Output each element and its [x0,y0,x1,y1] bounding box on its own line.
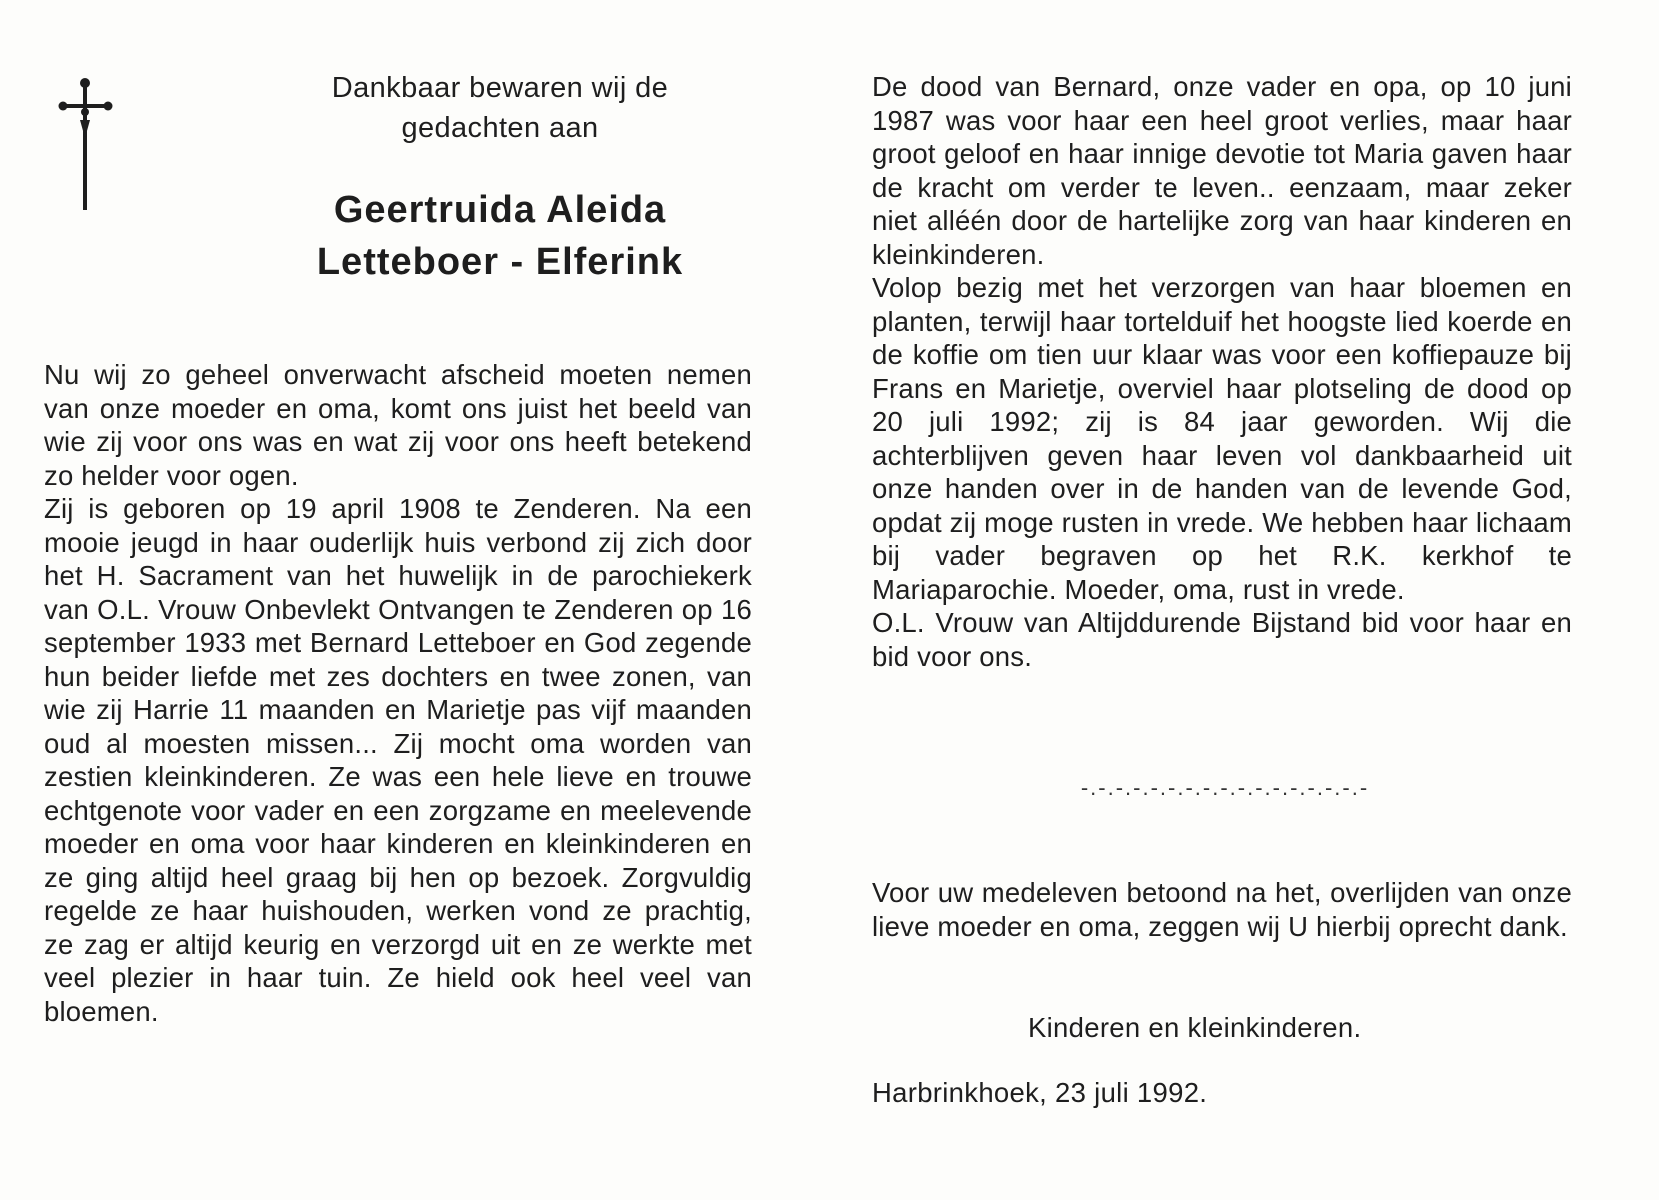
heading-line-1: Dankbaar bewaren wij de [331,72,669,104]
separator: -.-.-.-.-.-.-.-.-.-.-.-.-.-.-.-.- [1080,775,1370,800]
place-date: Harbrinkhoek, 23 juli 1992. [872,1077,1208,1108]
left-paragraph-2: Zij is geboren op 19 april 1908 te Zenderen. Na een mooie jeugd in haar ouderlijk huis verbond zij zich door het H. Sacrament van het huwelijk in de parochiekerk van O.L. Vrouw Onbevlekt Ontvangen te Zenderen op 16 september 1933 met Bernard Letteboer en God zegende hun beider liefde met zes dochters en twee zonen, van wie zij Harrie 11 maanden en Marietje pas vijf maanden oud al moesten missen... Zij mocht oma worden van zestien kleinkinderen. Ze was een hele lieve en trouwe echtgenote voor vader en een zorgzame en meelevende moeder en oma voor haar kinderen en kleinkinderen en ze ging altijd heel graag bij hen op bezoek. Zorgvuldig regelde ze haar huishouden, werken vond ze prachtig, ze zag er altijd keurig en verzorgd uit en ze werkte met veel plezier in haar tuin. Ze hield ook heel veel van bloemen. [44,493,752,1027]
thanks-text: Voor uw medeleven betoond na het, overlijden van onze lieve moeder en oma, zeggen wij U hierbij oprecht dank. [872,877,1572,942]
right-paragraph-2: Volop bezig met het verzorgen van haar bloemen en planten, terwijl haar tortelduif het hoogste lied koerde en de koffie om tien uur klaar was voor een koffiepauze bij Frans en Marietje, overviel haar plotseling de dood op 20 juli 1992; zij is 84 jaar geworden. Wij die achterblijven geven haar leven vol dankbaarheid uit onze handen over in de handen van de levende God, opdat zij moge rusten in vrede. We hebben haar lichaam bij vader begraven op het R.K. kerkhof te Mariaparochie. Moeder, oma, rust in vrede. [872,272,1572,605]
heading [245,68,755,148]
deceased-name [235,184,765,288]
right-paragraph-3: O.L. Vrouw van Altijddurende Bijstand bid voor haar en bid voor ons. [872,607,1572,672]
heading-line-2: gedachten aan [401,112,599,144]
left-column [44,358,752,1028]
cross-icon [56,76,116,216]
deceased-name-line-2: Letteboer - Elferink [316,241,684,283]
deceased-name-line-1: Geertruida Aleida [333,189,667,231]
left-paragraph-1: Nu wij zo geheel onverwacht afscheid moeten nemen van onze moeder en oma, komt ons juist het beeld van wie zij voor ons was en wat zij voor ons heeft betekend zo helder voor ogen. [44,359,752,491]
right-paragraph-1: De dood van Bernard, onze vader en opa, op 10 juni 1987 was voor haar een heel groot verlies, maar haar groot geloof en haar innige devotie tot Maria gaven haar de kracht om verder te leven.. eenzaam, maar zeker niet alléén door de hartelijke zorg van haar kinderen en kleinkinderen. [872,71,1572,270]
signoff: Kinderen en kleinkinderen. [1028,1012,1362,1043]
right-column [872,70,1572,673]
